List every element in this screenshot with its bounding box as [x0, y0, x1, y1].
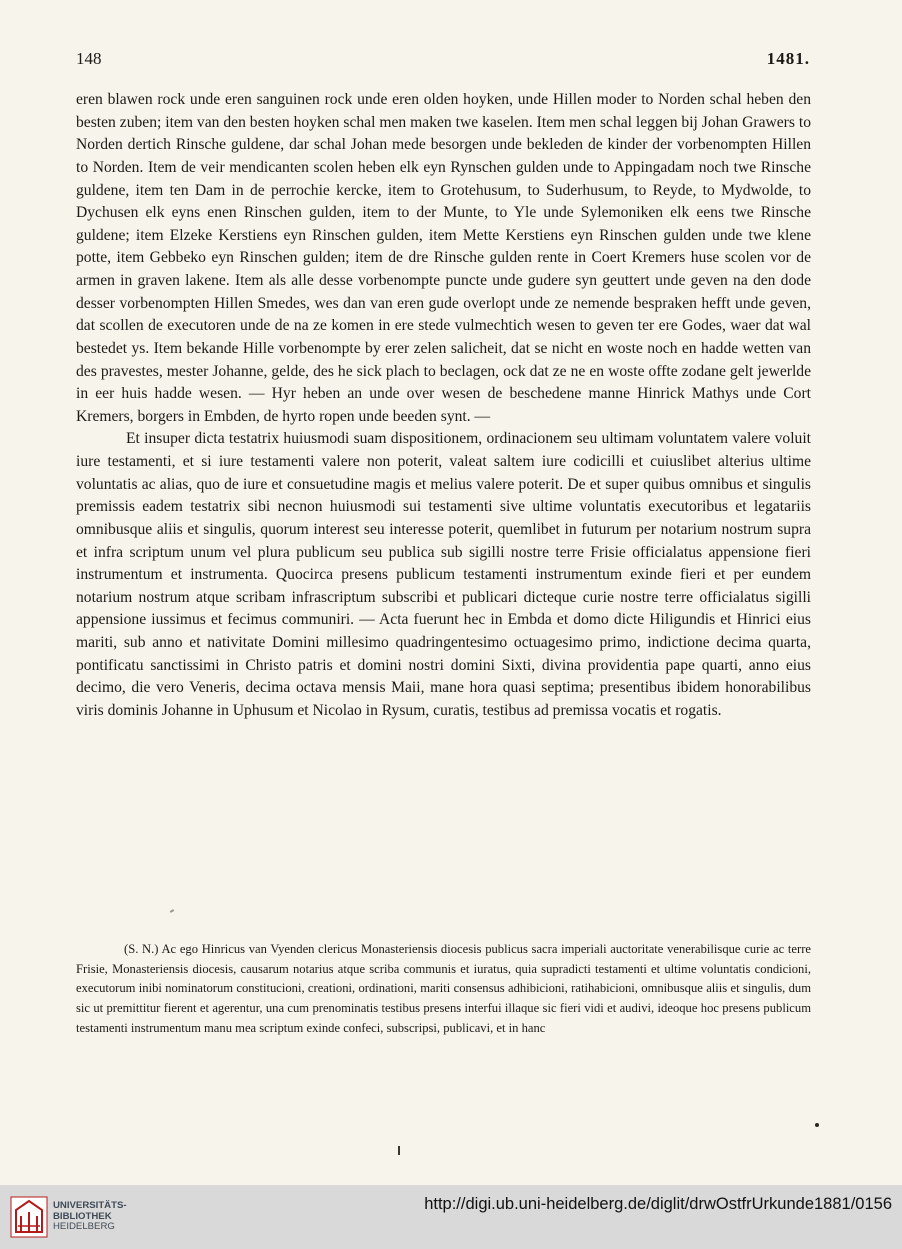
paragraph-testament: eren blawen rock unde eren sanguinen rock unde eren olden hoyken, unde Hillen moder to Norden schal heben den besten zuben; item van den besten hoyken schal men maken twe kaselen. Item men schal leggen bij Johan Grawers to Norden dertich Rinsche guldene, dar schal Johan mede besorgen unde bekleden de kinder der vorbenompten Hillen to Norden. Item de veir mendicanten scolen heben elk eyn Rynschen gulden unde to Appingadam noch twe Rinsche guldene, item ten Dam in de perrochie kercke, item to Grotehusum, to Suderhusum, to Reyde, to Mydwolde, to Dychusen elk eyns enen Rinschen gulden, item to der Munte, to Yle unde Sylemoniken elk eens twe Rinsche guldene; item Elzeke Kerstiens eyn Rinschen gulden, item Mette Kerstiens eyn Rinschen gulden unde twe klene potte, item Gebbeko eyn Rinschen gulden; item de dre Rinsche gulden rente in Coert Kremers huse scolen vor de armen in graven lakene. Item als alle desse vorbenompte puncte unde gudere syn geuttert unde geven na den dode desser vorbenompten Hillen Smedes, wes dan van eren gude overlopt unde ze nemende bespraken hefft unde geven, dat scollen de executoren unde de na ze komen in ere stede vulmechtich wesen to geven ter ere Godes, waer dat wal bestedet ys. Item bekande Hille vorbenompte by erer zelen salicheit, dat se nicht en woste noch en hadde wetten van des pravestes, mester Johanne, gelde, des he sick plach to beclagen, ock dat ze ne en woste offte zodane gelt jewerlde in eer huis hadde wesen. — Hyr heben an unde over wesen de beschedene manne Hinrick Mathys unde Cort Kremers, borgers in Embden, de hyrto ropen unde beeden synt. — [76, 91, 811, 425]
main-text [76, 89, 811, 723]
page-number: 148 [76, 49, 102, 68]
library-name-line2: BIBLIOTHEK [53, 1210, 112, 1222]
library-name-line1: UNIVERSITÄTS- [53, 1200, 127, 1211]
notarial-subscription [76, 940, 811, 1039]
page-header [76, 49, 810, 71]
library-seal-icon[interactable] [10, 1196, 48, 1238]
library-name[interactable] [53, 1201, 127, 1233]
ink-dot [815, 1123, 819, 1127]
paragraph-latin: Et insuper dicta testatrix huiusmodi suam dispositionem, ordinacionem seu ultimam voluntatem valere voluit iure testamenti, et si iure testamenti valere non poterit, valeat saltem iure codicilli et cuiuslibet alterius ultime voluntatis ac alias, quo de iure et consuetudine magis et melius valere poterit. De et super quibus omnibus et singulis premissis eadem testatrix sibi necnon huiusmodi sui testamenti sive ultime voluntatis executoribus et legatariis omnibusque aliis et singulis, quorum interest seu interesse poterit, quemlibet in futurum per notarium nostrum supra et infra scriptum unum vel plura publicum seu publica sub sigilli nostre terre Frisie officialatus appensione fieri instrumentum et instrumenta. Quocirca presens publicum testamenti instrumentum exinde fieri et per eundem notarium nostrum atque scribam infrascriptum subscribi et publicari dicteque curie nostre terre officialatus sigilli appensione iussimus et fecimus communiri. — Acta fuerunt hec in Embda et domo dicte Hiligundis et Hinrici eius mariti, sub anno et nativitate Domini millesimo quadringentesimo octuagesimo primo, indictione decima quarta, pontificatu sanctissimi in Christo patris et domini nostri domini Sixti, divina providentia pape quarti, anno eius decimo, die vero Veneris, decima octava mensis Maii, mane hora quasi septima; presentibus ibidem honorabilibus viris dominis Johanne in Uphusum et Nicolao in Rysum, curatis, testibus ad premissa vocatis et rogatis. [76, 430, 811, 719]
notarial-text: (S. N.) Ac ego Hinricus van Vyenden clericus Monasteriensis diocesis publicus sacra imperiali auctoritate venerabilisque curie ac terre Frisie, Monasteriensis diocesis, causarum notarius atque scriba communis et iuratus, quia supradicti testamenti et ultime voluntatis condicioni, executorum inibi nominatorum constitucioni, creationi, ordinationi, mariti consensus adhibicioni, ratihabicioni, omnibusque aliis et singulis, dum sic ut premittitur fierent et agerentur, una cum prenominatis testibus presens interfui illaque sic fieri vidi et audivi, ideoque hoc presens publicum testamenti instrumentum manu mea scriptum exinde confeci, subscripsi, publicavi, et in hanc [76, 942, 811, 1035]
document-year: 1481. [766, 49, 810, 68]
source-url-link[interactable]: http://digi.ub.uni-heidelberg.de/diglit/drwOstfrUrkunde1881/0156 [424, 1195, 892, 1213]
library-name-line3: HEIDELBERG [53, 1221, 115, 1233]
ink-mark [398, 1146, 400, 1155]
